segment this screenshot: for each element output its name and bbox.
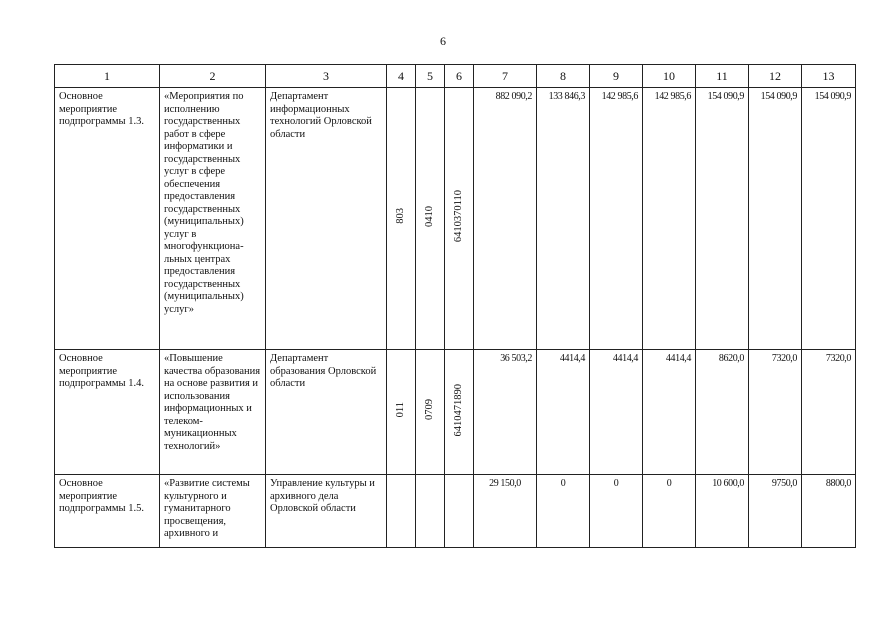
table-row	[55, 88, 856, 350]
amount-cell: 4414,4	[590, 350, 643, 475]
code-text: 6410370110	[452, 190, 464, 243]
amount-cell: 29 150,0	[474, 475, 537, 548]
amount-cell: 8800,0	[802, 475, 856, 548]
code-text: 011	[394, 402, 406, 418]
code-cell	[416, 88, 445, 350]
amount-cell: 36 503,2	[474, 350, 537, 475]
header-row	[55, 65, 856, 88]
header-cell: 12	[749, 65, 802, 88]
header-cell: 13	[802, 65, 856, 88]
activity-name-cell: Основное мероприятие подпрограммы 1.3.	[55, 88, 160, 350]
amount-cell: 10 600,0	[696, 475, 749, 548]
amount-cell: 7320,0	[802, 350, 856, 475]
amount-cell: 882 090,2	[474, 88, 537, 350]
amount-cell: 154 090,9	[696, 88, 749, 350]
header-cell: 2	[160, 65, 266, 88]
amount-cell: 133 846,3	[537, 88, 590, 350]
header-cell: 8	[537, 65, 590, 88]
amount-cell: 0	[537, 475, 590, 548]
page-number: 6	[440, 34, 446, 48]
amount-cell: 0	[643, 475, 696, 548]
table-row	[55, 475, 856, 548]
header-cell: 11	[696, 65, 749, 88]
code-cell	[445, 88, 474, 350]
amount-cell: 8620,0	[696, 350, 749, 475]
code-cell	[445, 475, 474, 548]
amount-cell: 142 985,6	[590, 88, 643, 350]
header-cell: 1	[55, 65, 160, 88]
executor-cell: Департамент образования Орловской области	[266, 350, 387, 475]
amount-cell: 154 090,9	[749, 88, 802, 350]
amount-cell: 0	[590, 475, 643, 548]
amount-cell: 7320,0	[749, 350, 802, 475]
activity-name-cell: Основное мероприятие подпрограммы 1.5.	[55, 475, 160, 548]
header-cell: 6	[445, 65, 474, 88]
activity-title-cell: «Мероприятия по исполнению государственных работ в сфере информатики и государственных услуг в сфере обеспечения предоставления государственных (муниципальных) услуг в многофункциона-льных центрах предоставления государственных (муниципальных) услуг»	[160, 88, 266, 350]
code-cell	[416, 475, 445, 548]
header-cell: 9	[590, 65, 643, 88]
activity-title-cell: «Повышение качества образования на основе развития и использования информационных и телеком-муникационных технологий»	[160, 350, 266, 475]
header-cell: 10	[643, 65, 696, 88]
budget-table	[54, 64, 856, 548]
code-cell	[387, 475, 416, 548]
header-cell: 7	[474, 65, 537, 88]
table-row	[55, 350, 856, 475]
activity-title-cell: «Развитие системы культурного и гуманитарного просвещения, архивного и	[160, 475, 266, 548]
executor-cell: Департамент информационных технологий Орловской области	[266, 88, 387, 350]
amount-cell: 4414,4	[643, 350, 696, 475]
header-cell: 3	[266, 65, 387, 88]
code-text: 0410	[423, 205, 435, 227]
code-cell	[387, 88, 416, 350]
amount-cell: 9750,0	[749, 475, 802, 548]
code-text: 803	[394, 208, 406, 225]
amount-cell: 154 090,9	[802, 88, 856, 350]
executor-cell: Управление культуры и архивного дела Орловской области	[266, 475, 387, 548]
code-text: 0709	[423, 399, 435, 421]
code-cell	[445, 350, 474, 475]
activity-name-cell: Основное мероприятие подпрограммы 1.4.	[55, 350, 160, 475]
code-cell	[387, 350, 416, 475]
header-cell: 5	[416, 65, 445, 88]
header-cell: 4	[387, 65, 416, 88]
amount-cell: 4414,4	[537, 350, 590, 475]
amount-cell: 142 985,6	[643, 88, 696, 350]
code-cell	[416, 350, 445, 475]
code-text: 6410471890	[452, 383, 464, 436]
